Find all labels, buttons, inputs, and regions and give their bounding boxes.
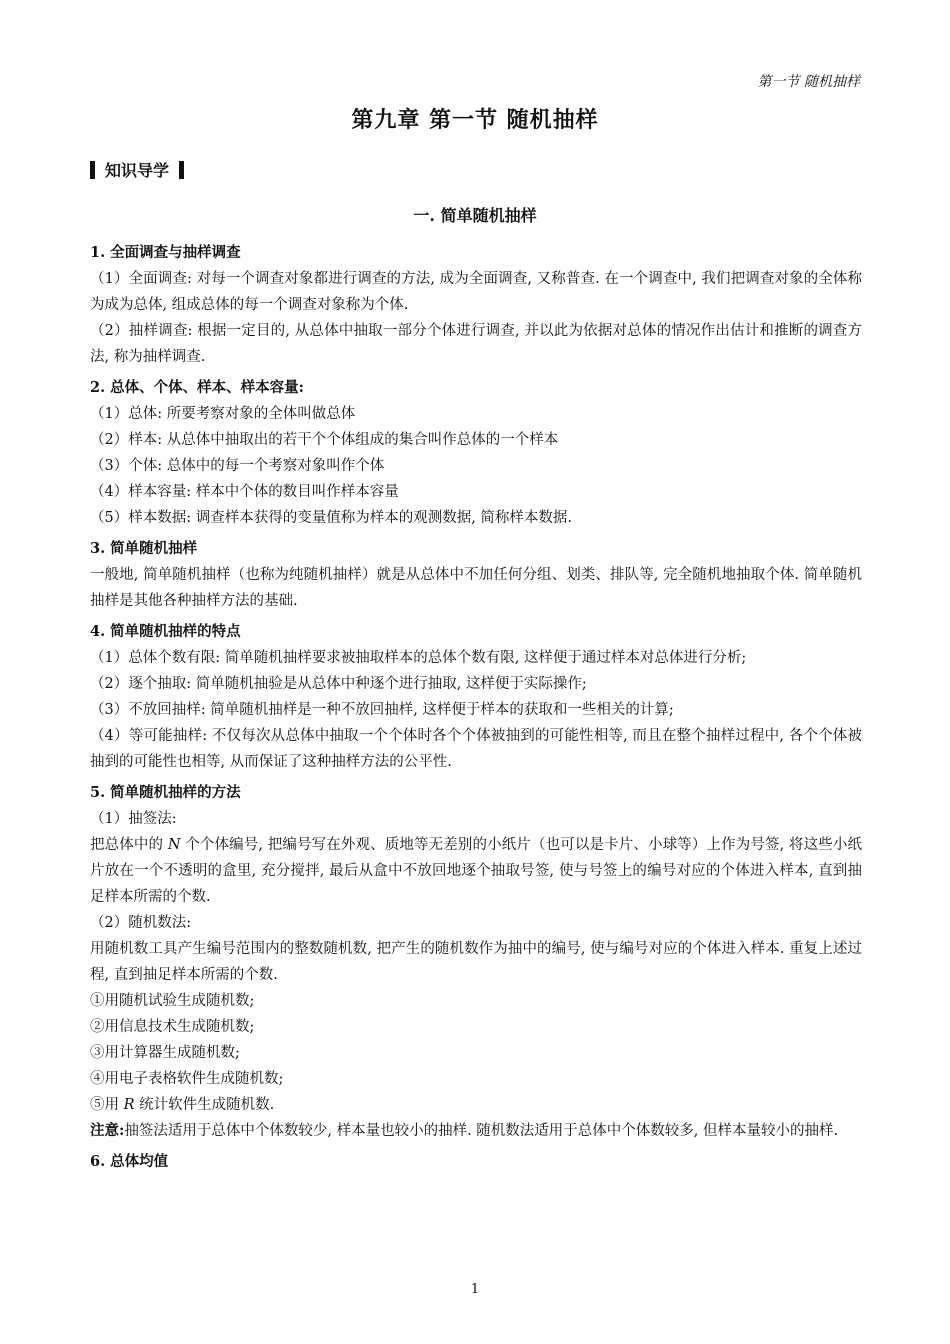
- method-label-lottery: （1）抽签法:: [90, 811, 177, 827]
- text-run: 把总体中的: [90, 837, 168, 853]
- list-item: [90, 1092, 862, 1118]
- paragraph-s1-2: （2）抽样调查: 根据一定目的, 从总体中抽取一部分个体进行调查, 并以此为依据对总体的情况作出估计和推断的调查方法, 称为抽样调查.: [90, 323, 862, 365]
- note-paragraph: [90, 1118, 862, 1144]
- running-header: 第一节 随机抽样: [757, 74, 860, 90]
- list-item: （1）总体个数有限: 简单随机抽样要求被抽取样本的总体个数有限, 这样便于通过样本对总体进行分析;: [90, 650, 747, 666]
- note-text: 抽签法适用于总体中个体数较少, 样本量也较小的抽样. 随机数法适用于总体中个体数较多, 但样本量较小的抽样.: [124, 1123, 839, 1139]
- list-item: （2）样本: 从总体中抽取出的若干个个体组成的集合叫作总体的一个样本: [90, 432, 559, 448]
- paragraph-s3-1: 一般地, 简单随机抽样（也称为纯随机抽样）就是从总体中不加任何分组、划类、排队等, 完全随机地抽取个体. 简单随机抽样是其他各种抽样方法的基础.: [90, 567, 862, 609]
- paragraph-lottery: [90, 832, 862, 910]
- list-item: ①用随机试验生成随机数;: [90, 993, 255, 1009]
- heading-s3: 3. 简单随机抽样: [90, 540, 198, 557]
- body-content: [90, 240, 862, 1175]
- text-run: ⑤用: [90, 1097, 124, 1113]
- list-item: ③用计算器生成随机数;: [90, 1045, 240, 1061]
- list-item: （3）个体: 总体中的每一个考察对象叫作个体: [90, 458, 385, 474]
- heading-bar-right: [179, 161, 184, 179]
- page-title: 第九章 第一节 随机抽样: [351, 107, 599, 133]
- list-item: （2）逐个抽取: 简单随机抽验是从总体中种逐个进行抽取, 这样便于实际操作;: [90, 676, 587, 692]
- heading-bar-left: [90, 161, 95, 179]
- heading-s4: 4. 简单随机抽样的特点: [90, 623, 241, 640]
- list-item: ②用信息技术生成随机数;: [90, 1019, 255, 1035]
- method-label-random-number: （2）随机数法:: [90, 915, 192, 931]
- page-number: 1: [470, 1282, 480, 1297]
- heading-s5: 5. 简单随机抽样的方法: [90, 784, 241, 801]
- math-variable-n: N: [167, 837, 181, 853]
- knowledge-heading-text: 知识导学: [105, 161, 170, 180]
- text-run: 个个体编号, 把编号写在外观、质地等无差别的小纸片（也可以是卡片、小球等）上作为号签, 将这些小纸片放在一个不透明的盒里, 充分搅拌, 最后从盒中不放回地逐个抽取号签, 使与号签上的编号对应的个体进入样本, 直到抽足样本所需的个数.: [90, 837, 863, 905]
- paragraph-s1-1: （1）全面调查: 对每一个调查对象都进行调查的方法, 成为全面调查, 又称普查. 在一个调查中, 我们把调查对象的全体称为成为总体, 组成总体的每一个调查对象称为个体.: [90, 271, 862, 313]
- list-item: （3）不放回抽样: 简单随机抽样是一种不放回抽样, 这样便于样本的获取和一些相关的计算;: [90, 702, 674, 718]
- text-run: 统计软件生成随机数.: [134, 1097, 275, 1113]
- list-item: （1）总体: 所要考察对象的全体叫做总体: [90, 406, 356, 422]
- list-item: ④用电子表格软件生成随机数;: [90, 1071, 284, 1087]
- heading-s6: 6. 总体均值: [90, 1153, 169, 1170]
- knowledge-heading: [90, 158, 184, 181]
- list-item: （4）样本容量: 样本中个体的数目叫作样本容量: [90, 484, 399, 500]
- list-item: （5）样本数据: 调查样本获得的变量值称为样本的观测数据, 简称样本数据.: [90, 510, 573, 526]
- heading-s1: 1. 全面调查与抽样调查: [90, 244, 241, 261]
- heading-s2: 2. 总体、个体、样本、样本容量:: [90, 379, 305, 396]
- section-title: 一. 简单随机抽样: [413, 206, 537, 225]
- note-label: 注意:: [90, 1122, 125, 1139]
- paragraph-random-number: 用随机数工具产生编号范围内的整数随机数, 把产生的随机数作为抽中的编号, 使与编号对应的个体进入样本. 重复上述过程, 直到抽足样本所需的个数.: [90, 941, 862, 983]
- list-item: （4）等可能抽样: 不仅每次从总体中抽取一个个体时各个个体被抽到的可能性相等, 而且在整个抽样过程中, 各个个体被抽到的可能性也相等, 从而保证了这种抽样方法的公平性.: [90, 728, 862, 770]
- math-variable-r: R: [123, 1097, 135, 1113]
